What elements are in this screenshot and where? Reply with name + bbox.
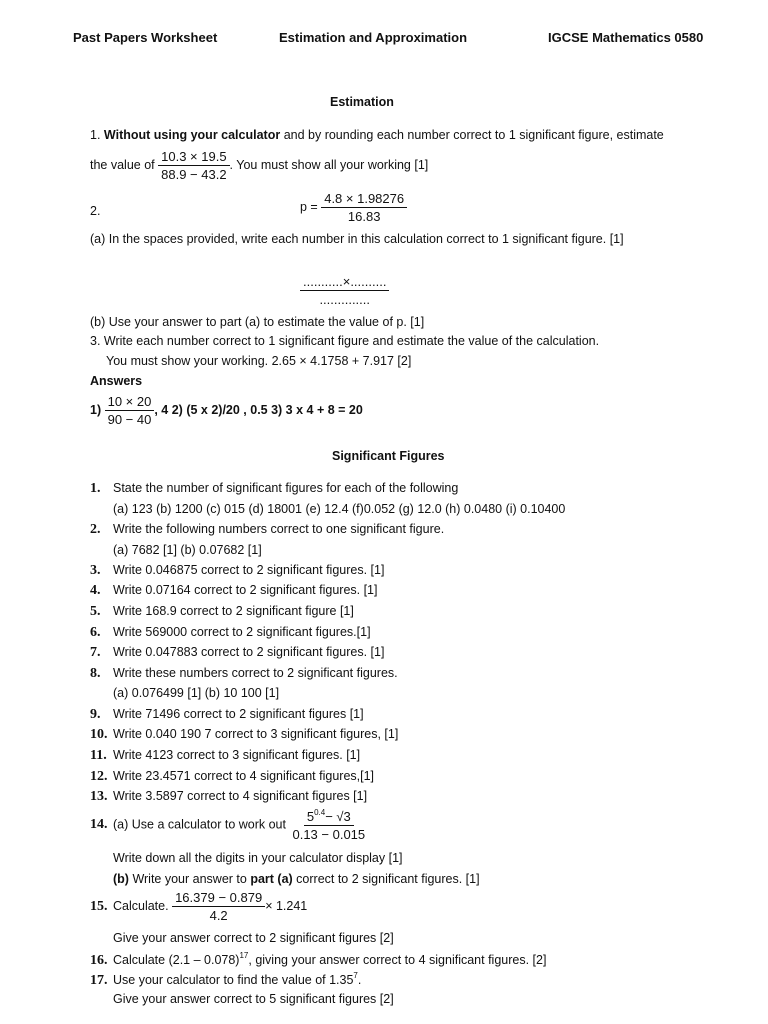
q14-b-text2: correct to 2 significant figures. [1] [292,872,480,886]
answer1-label: 1) [90,402,102,417]
answers-label: Answers [90,374,143,388]
q14-b-text1: Write your answer to [128,872,251,886]
sigfig-q3-number: 3. [90,563,101,578]
sigfig-q1-text: State the number of significant figures for each of the following [113,481,459,495]
q2-dots-numerator: ...........×.......... [300,274,389,291]
q14-b-bold: part (a) [250,872,293,886]
q1-fraction-denominator: 88.9 − 43.2 [161,167,227,182]
q2a-text: (a) In the spaces provided, write each number in this calculation correct to 1 significant figure. [1] [90,232,624,246]
answer1-fraction [105,394,155,427]
answer1-numerator: 10 × 20 [105,394,155,411]
q2-p-label: p = [300,199,318,214]
q17-suffix: . [357,973,362,987]
sigfig-q4 [90,583,377,599]
q14-sqrt-term: − √3 [325,809,351,824]
sigfig-q11-text: Write 4123 correct to 3 significant figures. [1] [113,748,361,762]
sigfig-q10-number: 10. [90,727,108,742]
sigfig-q9-text: Write 71496 correct to 2 significant figures [1] [113,707,364,721]
q1-number: 1. [90,128,101,142]
q17-line2: Give your answer correct to 5 significant figures [2] [113,992,394,1006]
sigfig-q12 [90,769,374,785]
q2-fraction-numerator: 4.8 × 1.98276 [321,191,407,208]
q15-numerator: 16.379 − 0.879 [172,890,265,907]
q2-fraction-denominator: 16.83 [347,209,381,224]
q14-exponent: 0.4 [314,808,326,817]
sigfig-q2-sub: (a) 7682 [1] (b) 0.07682 [1] [113,543,262,557]
q14-fraction [289,808,368,842]
q14-numerator [304,808,354,826]
sigfig-q12-text: Write 23.4571 correct to 4 significant figures,[1] [113,769,375,783]
sigfig-q1-sub: (a) 123 (b) 1200 (c) 015 (d) 18001 (e) 12.4 (f)0.052 (g) 12.0 (h) 0.0480 (i) 0.10400 [113,502,566,516]
q1-fraction [158,149,229,182]
sigfig-q1-number: 1. [90,481,101,496]
answers-rest: , 4 2) (5 x 2)/20 , 0.5 3) 3 x 4 + 8 = 20 [154,402,363,417]
sigfig-q1 [90,481,458,497]
sigfig-q2 [90,522,444,538]
q14-line2: Write down all the digits in your calculator display [1] [113,851,403,865]
sigfig-q10-text: Write 0.040 190 7 correct to 3 significant figures, [1] [113,727,399,741]
sigfig-q12-number: 12. [90,769,108,784]
q15-line2: Give your answer correct to 2 significant figures [2] [113,931,394,945]
q2-fraction [321,191,407,224]
sigfig-q15-number: 15. [90,898,108,914]
sigfig-q10 [90,727,398,743]
q14-part-b [113,872,480,886]
q15-denominator: 4.2 [209,908,228,923]
sigfig-q7 [90,645,384,661]
sigfig-q17-number: 17. [90,973,108,988]
sigfig-q5-number: 5. [90,604,101,619]
q1-bold-phrase: Without using your calculator [103,128,281,142]
q16-suffix: , giving your answer correct to 4 significant figures. [2] [248,953,547,967]
header-center: Estimation and Approximation [279,30,468,45]
q2b-text: (b) Use your answer to part (a) to estimate the value of p. [1] [90,315,425,329]
estimation-title: Estimation [330,95,394,109]
sigfig-q15 [90,890,307,923]
q3-line1: 3. Write each number correct to 1 significant figure and estimate the value of the calculation. [90,334,600,348]
sigfig-q16-number: 16. [90,953,108,968]
q2-answer-blank [300,274,389,307]
sigfig-q14-text: (a) Use a calculator to work out [113,817,286,832]
q3-line2: You must show your working. 2.65 × 4.1758 + 7.917 [2] [106,354,412,368]
answer1-denominator: 90 − 40 [107,412,152,427]
sigfig-q15-text: Calculate. [113,898,169,913]
q2-number: 2. [90,204,101,218]
sigfig-q11-number: 11. [90,748,107,763]
sigfig-q14 [90,808,368,842]
sigfig-q2-text: Write the following numbers correct to one significant figure. [113,522,445,536]
sigfig-q5 [90,604,354,620]
q17-exponent: 7 [353,971,358,980]
q14-b-label: (b) [113,872,129,886]
sigfig-q8-sub: (a) 0.076499 [1] (b) 10 100 [1] [113,686,280,700]
q1-prefix: the value of [90,157,155,172]
sigfig-q6-text: Write 569000 correct to 2 significant figures.[1] [113,625,371,639]
sigfig-q7-text: Write 0.047883 correct to 2 significant figures. [1] [113,645,385,659]
q14-base: 5 [306,809,315,824]
q1-suffix: . You must show all your working [1] [229,157,429,172]
q1-fraction-numerator: 10.3 × 19.5 [158,149,229,166]
sigfig-q3 [90,563,384,579]
sigfig-title: Significant Figures [332,449,445,463]
sigfig-q16-text: Calculate (2.1 – 0.078) [113,953,240,967]
sigfig-q9 [90,707,364,723]
sigfig-q11 [90,748,360,764]
q2-dots-denominator: .............. [319,292,371,307]
q2-expression [300,191,407,224]
q14-denominator: 0.13 − 0.015 [292,827,366,842]
sigfig-q17 [90,971,361,989]
sigfig-q7-number: 7. [90,645,101,660]
sigfig-q14-number: 14. [90,817,108,833]
sigfig-q4-text: Write 0.07164 correct to 2 significant figures. [1] [113,583,378,597]
q16-exponent: 17 [239,951,249,960]
q1-rest: and by rounding each number correct to 1 significant figure, estimate [280,128,664,142]
sigfig-q6-number: 6. [90,625,101,640]
sigfig-q4-number: 4. [90,583,101,598]
sigfig-q13-text: Write 3.5897 correct to 4 significant figures [1] [113,789,368,803]
sigfig-q2-number: 2. [90,522,101,537]
q15-fraction [172,890,265,923]
sigfig-q13 [90,789,367,805]
sigfig-q6 [90,625,371,641]
q15-suffix: × 1.241 [265,898,308,913]
sigfig-q5-text: Write 168.9 correct to 2 significant figure [1] [113,604,354,618]
sigfig-q8-number: 8. [90,666,101,681]
header-right: IGCSE Mathematics 0580 [548,30,704,45]
answers-line [90,394,363,427]
sigfig-q9-number: 9. [90,707,101,722]
sigfig-q13-number: 13. [90,789,108,804]
header-left: Past Papers Worksheet [73,30,218,45]
estimation-q1-line2 [90,149,428,182]
sigfig-q17-text: Use your calculator to find the value of 1.35 [113,973,354,987]
sigfig-q8 [90,666,398,682]
q2-dotted-fraction [300,274,389,307]
estimation-q1-line1 [90,128,664,142]
sigfig-q16 [90,951,546,969]
sigfig-q3-text: Write 0.046875 correct to 2 significant figures. [1] [113,563,385,577]
sigfig-q8-text: Write these numbers correct to 2 significant figures. [113,666,398,680]
